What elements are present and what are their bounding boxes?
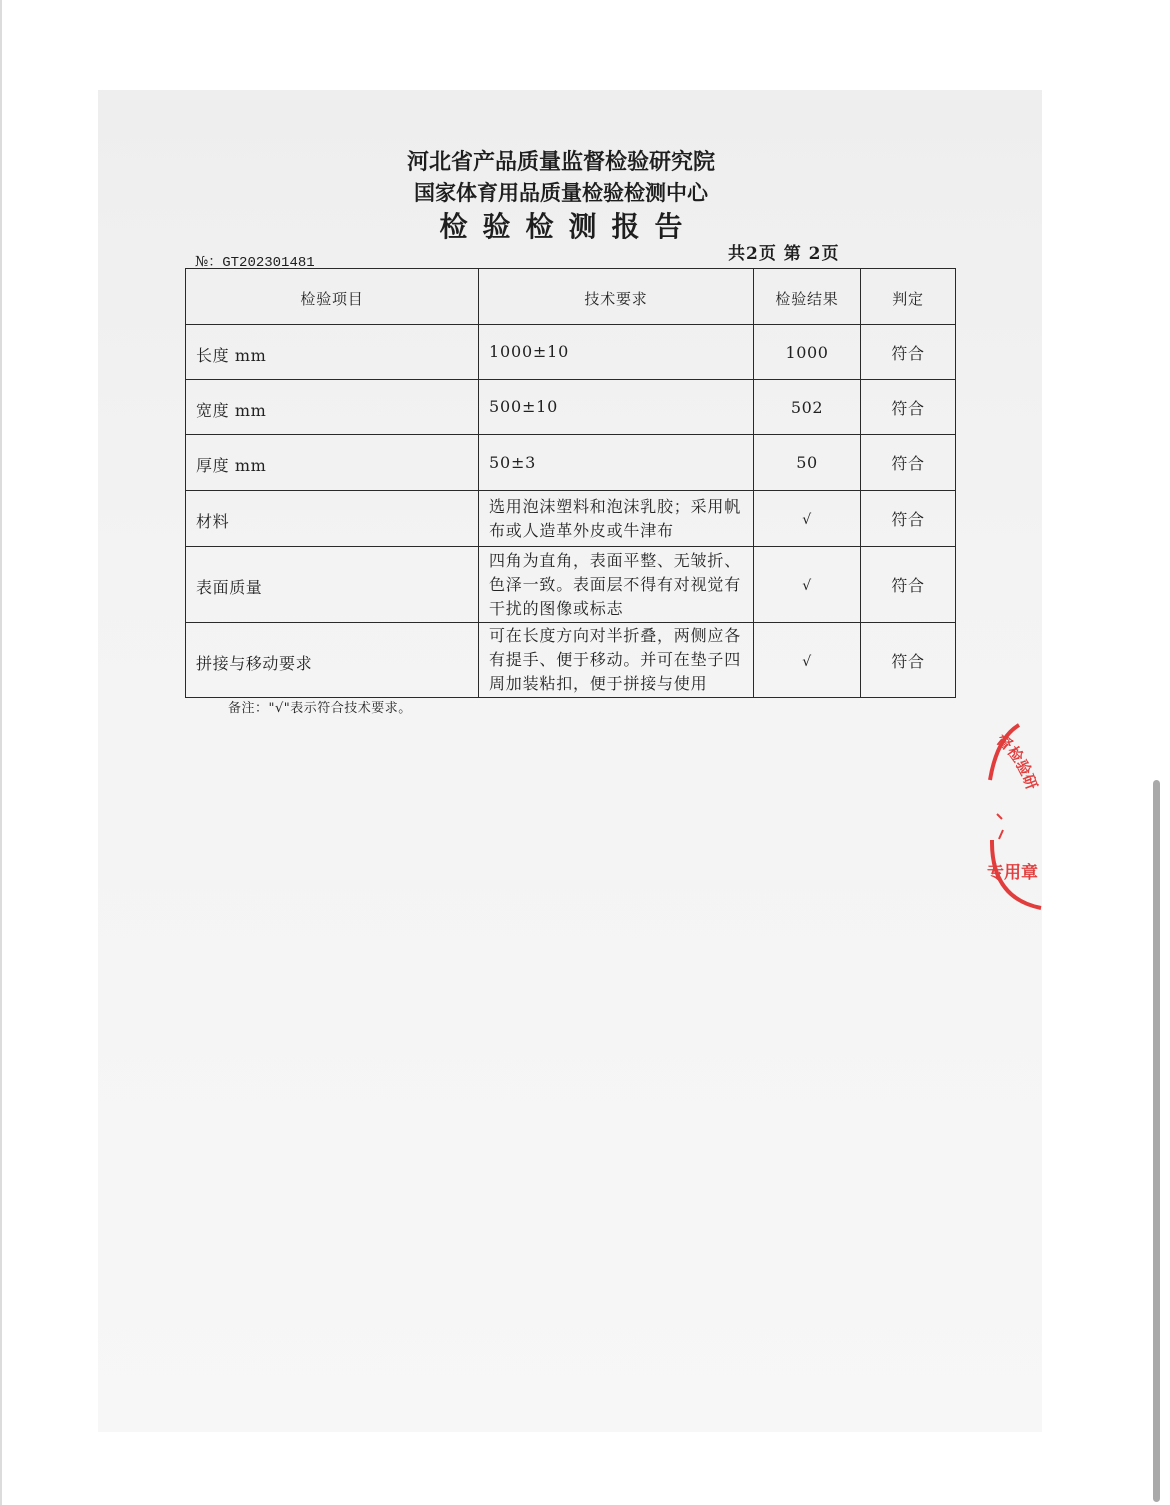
result-cell [754,435,861,491]
header-result: 检验结果 [754,269,861,325]
item-text: 长度 mm [196,345,267,365]
result-cell [754,623,861,698]
table-body [186,325,956,698]
verdict-text: 符合 [891,398,925,418]
seal-bottom-text: 专用章 [987,863,1038,883]
seal-star-fragment [997,814,1003,839]
verdict-text: 符合 [891,454,925,473]
verdict-text: 符合 [891,651,925,671]
official-seal [985,722,1042,910]
verdict-cell [861,435,956,491]
requirement-cell [479,435,754,491]
requirement-line: 四角为直角，表面平整、无皱折、 [489,550,742,570]
verdict-text: 符合 [891,576,925,595]
requirement-line: 色泽一致。表面层不得有对视觉有 [489,574,742,594]
check-mark: √ [802,578,812,594]
verdict-cell [861,547,956,623]
item-cell [186,325,479,380]
header-item: 检验项目 [186,269,479,325]
check-mark: √ [802,512,812,528]
requirement-line: 500±10 [489,397,559,416]
item-cell [186,435,479,491]
table-note: 备注："√"表示符合技术要求。 [228,701,412,716]
page-info: 共2页 第 2页 [728,244,840,264]
verdict-text: 符合 [891,343,925,363]
verdict-cell [861,325,956,380]
viewer-edge [0,0,2,1505]
table-row [186,547,956,623]
result-cell [754,491,861,547]
item-text: 材料 [196,512,230,531]
table-row [186,380,956,435]
table-row [186,435,956,491]
result-cell [754,380,861,435]
vertical-scrollbar-thumb[interactable] [1153,780,1160,1502]
item-cell [186,547,479,623]
header-requirement: 技术要求 [479,269,754,325]
requirement-cell [479,380,754,435]
result-value: 502 [790,397,824,417]
requirement-cell [479,623,754,698]
report-number-value: GT202301481 [222,255,315,271]
requirement-cell [479,491,754,547]
item-text: 宽度 mm [196,400,267,420]
report-title: 检验检测报告 [439,210,698,243]
institute-title: 河北省产品质量监督检验研究院 [406,149,715,175]
requirement-line: 选用泡沫塑料和泡沫乳胶；采用帆 [489,496,742,516]
result-value: 50 [796,453,818,472]
requirement-line: 周加装粘扣，便于拼接与使用 [489,674,708,693]
result-cell [754,547,861,623]
requirement-line: 有提手、便于移动。并可在垫子四 [489,650,742,669]
item-cell [186,380,479,435]
header-verdict: 判定 [861,269,956,325]
result-cell [754,325,861,380]
check-mark: √ [802,653,812,670]
inspection-table [185,268,956,698]
result-value: 1000 [785,342,829,362]
table-header-row [186,269,956,325]
seal-arc-text: 督检验研 [992,730,1041,793]
seal-graphic [985,722,1042,910]
table-row [186,491,956,547]
table-row [186,325,956,380]
verdict-cell [861,623,956,698]
table-row [186,623,956,698]
requirement-line: 布或人造革外皮或牛津布 [489,520,674,540]
item-text: 厚度 mm [196,456,267,475]
item-text: 表面质量 [196,578,263,597]
item-cell [186,491,479,547]
requirement-line: 干扰的图像或标志 [489,598,624,618]
requirement-line: 1000±10 [489,342,570,361]
requirement-cell [479,325,754,380]
item-cell [186,623,479,698]
requirement-cell [479,547,754,623]
verdict-cell [861,380,956,435]
requirement-line: 可在长度方向对半折叠，两侧应各 [489,626,742,645]
report-number-label: №： [195,254,223,270]
verdict-text: 符合 [891,510,925,529]
requirement-line: 50±3 [489,452,537,472]
verdict-cell [861,491,956,547]
item-text: 拼接与移动要求 [196,653,313,673]
center-title: 国家体育用品质量检验检测中心 [414,180,708,205]
